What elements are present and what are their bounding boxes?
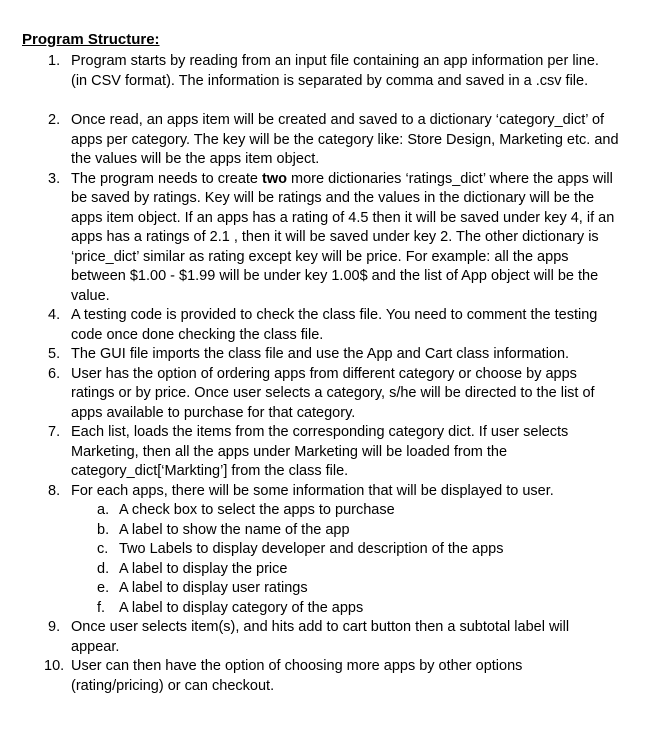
subitem-letter-d: d. [97, 561, 110, 577]
subitem-text-c: Two Labels to display developer and description of the apps [119, 541, 504, 557]
item-3-line-1-pre: The program needs to create [71, 171, 263, 187]
item-3-line-4: apps has a ratings of 2.1 , then it will be saved under key 2. The other dictionary is [71, 229, 599, 245]
item-number-9: 9. [48, 619, 61, 635]
item-4-line-2: code once done checking the class file. [71, 327, 324, 343]
page-heading: Program Structure: [22, 31, 160, 48]
subitem-letter-f: f. [97, 600, 106, 616]
subitem-text-e: A label to display user ratings [119, 580, 308, 596]
subitem-letter-e: e. [97, 580, 110, 596]
item-7-line-3: category_dict[‘Markting’] from the class file. [71, 463, 349, 479]
item-5-line-1: The GUI file imports the class file and use the App and Cart class information. [71, 346, 570, 362]
item-number-6: 6. [48, 366, 61, 382]
subitem-text-f: A label to display category of the apps [119, 600, 364, 616]
item-10-line-1: User can then have the option of choosing more apps by other options [71, 658, 523, 674]
item-9-line-2: appear. [71, 639, 120, 655]
item-3-line-1-post: more dictionaries ‘ratings_dict’ where the apps will [287, 171, 613, 187]
subitem-text-b: A label to show the name of the app [119, 522, 350, 538]
item-3-emphasis: two [262, 171, 287, 187]
item-2-line-1: Once read, an apps item will be created and saved to a dictionary ‘category_dict’ of [71, 112, 605, 128]
subitem-letter-c: c. [97, 541, 109, 557]
subitem-letter-a: a. [97, 502, 110, 518]
item-6-line-1: User has the option of ordering apps from different category or choose by apps [71, 366, 577, 382]
item-4-line-1: A testing code is provided to check the class file. You need to comment the testing [71, 307, 598, 323]
item-1-line-2: (in CSV format). The information is separated by comma and saved in a .csv file. [71, 73, 589, 89]
item-7-line-2: Marketing, then all the apps under Marketing will be loaded from the [71, 444, 508, 460]
item-3-line-6: between $1.00 - $1.99 will be under key 1.00$ and the list of App object will be the [71, 268, 599, 284]
item-1-line-1: Program starts by reading from an input file containing an app information per line. [71, 53, 599, 69]
item-3-line-2: be saved by ratings. Key will be ratings and the values in the dictionary will be the [71, 190, 595, 206]
item-number-4: 4. [48, 307, 61, 323]
item-9-line-1: Once user selects item(s), and hits add to cart button then a subtotal label will [71, 619, 570, 635]
item-2-line-3: the values will be the apps item object. [71, 151, 320, 167]
item-number-10: 10. [44, 658, 65, 674]
item-number-1: 1. [48, 53, 61, 69]
item-6-line-3: apps available to purchase for that category. [71, 405, 356, 421]
item-number-7: 7. [48, 424, 61, 440]
item-3-line-1 [71, 171, 613, 187]
item-2-line-2: apps per category. The key will be the category like: Store Design, Marketing etc. and [71, 132, 619, 148]
subitem-letter-b: b. [97, 522, 110, 538]
item-7-line-1: Each list, loads the items from the corresponding category dict. If user selects [71, 424, 569, 440]
item-number-2: 2. [48, 112, 61, 128]
item-number-8: 8. [48, 483, 61, 499]
item-number-3: 3. [48, 171, 61, 187]
item-6-line-2: ratings or by price. Once user selects a category, s/he will be directed to the list of [71, 385, 595, 401]
item-3-line-3: apps item object. If an apps has a rating of 4.5 then it will be saved under key 4, if an [71, 210, 615, 226]
item-10-line-2: (rating/pricing) or can checkout. [71, 678, 275, 694]
item-number-5: 5. [48, 346, 61, 362]
subitem-text-a: A check box to select the apps to purchase [119, 502, 395, 518]
item-3-line-5: ‘price_dict’ similar as rating except key will be price. For example: all the apps [71, 249, 569, 265]
item-3-line-7: value. [71, 288, 110, 304]
subitem-text-d: A label to display the price [119, 561, 288, 577]
item-8-line-1: For each apps, there will be some information that will be displayed to user. [71, 483, 554, 499]
